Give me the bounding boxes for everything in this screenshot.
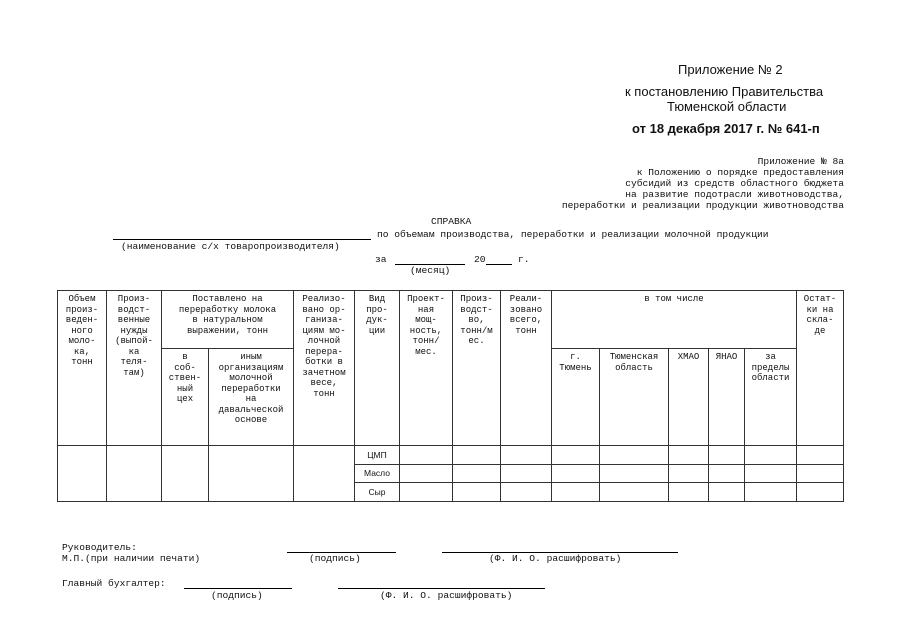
period-prefix: за	[375, 254, 387, 265]
sub-appendix-line-3: субсидий из средств областного бюджета	[625, 178, 844, 189]
table-row	[58, 446, 844, 465]
col-capacity-header: Проект- ная мощ- ность, тонн/ мес.	[400, 291, 453, 446]
head-label: Руководитель:	[62, 542, 137, 553]
col-own-workshop-header: в соб- ствен- ный цех	[162, 349, 209, 446]
year-prefix: 20	[474, 254, 486, 265]
accountant-signature-caption: (подпись)	[211, 590, 263, 601]
col-stock-header: Остат- ки на скла- де	[797, 291, 844, 446]
document-title: СПРАВКА	[431, 216, 472, 227]
appendix-line-1: к постановлению Правительства	[625, 84, 824, 99]
sub-appendix-line-4: на развитие подотрасли животноводства,	[625, 189, 844, 200]
product-cell: Масло	[355, 464, 400, 483]
header-row-1	[58, 291, 844, 349]
sub-appendix-line-1: Приложение № 8а	[757, 156, 844, 167]
col-production-needs-header: Произ- водст- венные нужды (выпой- ка теля- там)	[107, 291, 162, 446]
month-caption: (месяц)	[410, 265, 451, 276]
accountant-name-caption: (Ф. И. О. расшифровать)	[380, 590, 513, 601]
sub-appendix-line-5: переработки и реализации продукции животноводства	[561, 200, 844, 211]
appendix-title: Приложение № 2	[678, 62, 783, 77]
accountant-name-line	[338, 588, 545, 589]
product-cell: ЦМП	[355, 446, 400, 465]
col-including-header: в том числе	[552, 291, 797, 349]
year-suffix: г.	[518, 254, 530, 265]
head-signature-caption: (подпись)	[309, 553, 361, 564]
product-cell: Сыр	[355, 483, 400, 502]
col-tyumen-city-header: г. Тюмень	[552, 349, 600, 446]
accountant-label: Главный бухгалтер:	[62, 578, 166, 589]
accountant-signature-line	[184, 588, 292, 589]
col-tyumen-region-header: Тюменская область	[600, 349, 669, 446]
year-line	[486, 264, 512, 265]
head-name-caption: (Ф. И. О. расшифровать)	[489, 553, 622, 564]
stamp-label: М.П.(при наличии печати)	[62, 553, 201, 564]
appendix-line-2: Тюменской области	[667, 99, 787, 114]
col-yanao-header: ЯНАО	[709, 349, 745, 446]
sub-appendix-line-2: к Положению о порядке предоставления	[636, 167, 844, 178]
sub-appendix-block	[562, 156, 844, 211]
producer-caption: (наименование с/х товаропроизводителя)	[121, 241, 340, 252]
report-table	[57, 290, 844, 502]
col-supplied-header: Поставлено на переработку молока в натуральном выражении, тонн	[162, 291, 294, 349]
col-hmao-header: ХМАО	[669, 349, 709, 446]
producer-name-line	[113, 239, 371, 240]
document-subtitle: по объемам производства, переработки и реализации молочной продукции	[377, 229, 769, 240]
col-product-type-header: Вид про- дук- ции	[355, 291, 400, 446]
col-sold-to-processors-header: Реализо- вано ор- ганиза- циям мо- лочной перера- ботки в зачетном весе, тонн	[294, 291, 355, 446]
appendix-line-3: от 18 декабря 2017 г. № 641-п	[632, 121, 820, 136]
col-production-header: Произ- водст- во, тонн/м ес.	[453, 291, 501, 446]
col-milk-volume-header: Объем произ- веден- ного моло- ка, тонн	[58, 291, 107, 446]
col-other-orgs-header: иным организациям молочной переработки на давальческой основе	[209, 349, 294, 446]
col-outside-region-header: за пределы области	[745, 349, 797, 446]
col-sold-total-header: Реали- зовано всего, тонн	[501, 291, 552, 446]
